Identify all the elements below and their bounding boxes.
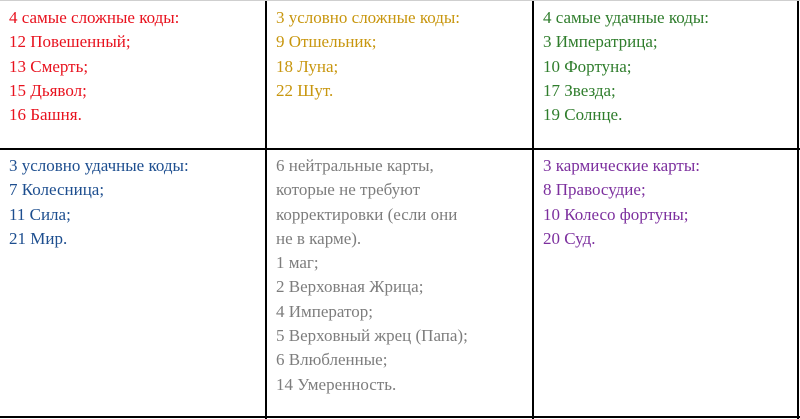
- cell-hardest-codes: [0, 2, 265, 127]
- list-item: 6 Влюбленные;: [276, 350, 388, 370]
- list-item: 15 Дьявол;: [9, 80, 87, 100]
- list-item: 16 Башня.: [9, 105, 82, 125]
- cell-title: 3 кармические карты:: [543, 156, 701, 175]
- cell-luckiest-codes: [534, 2, 797, 127]
- cell-title: 4 самые сложные коды:: [9, 8, 180, 27]
- list-item: 19 Солнце.: [543, 105, 623, 125]
- list-item: 9 Отшельник;: [276, 32, 377, 52]
- list-item: 10 Колесо фортуны;: [543, 204, 689, 224]
- cell-karmic-cards: [534, 150, 797, 251]
- list-item: 5 Верховный жрец (Папа);: [276, 326, 468, 346]
- list-item: 22 Шут.: [276, 80, 334, 100]
- list-item: 3 Императрица;: [543, 32, 658, 52]
- cell-title: 3 условно удачные коды:: [9, 156, 189, 175]
- list-item: 21 Мир.: [9, 228, 68, 248]
- list-item: 13 Смерть;: [9, 56, 89, 76]
- cell-neutral-cards: [267, 150, 532, 397]
- cell-title-line: корректировки (если они: [276, 204, 458, 224]
- list-item: 18 Луна;: [276, 56, 339, 76]
- table-right-border: [797, 1, 799, 419]
- list-item: 17 Звезда;: [543, 80, 616, 100]
- list-item: 2 Верховная Жрица;: [276, 277, 424, 297]
- cell-conditionally-hard-codes: [267, 2, 532, 103]
- cell-title: 3 условно сложные коды:: [276, 8, 461, 27]
- list-item: 20 Суд.: [543, 228, 596, 248]
- list-item: 11 Сила;: [9, 204, 71, 224]
- cell-title-line: не в карме).: [276, 228, 362, 248]
- list-item: 1 маг;: [276, 253, 319, 273]
- cell-conditionally-lucky-codes: [0, 150, 265, 251]
- cell-title: 4 самые удачные коды:: [543, 8, 710, 27]
- list-item: 10 Фортуна;: [543, 56, 632, 76]
- list-item: 8 Правосудие;: [543, 180, 646, 200]
- list-item: 4 Император;: [276, 301, 373, 321]
- list-item: 7 Колесница;: [9, 180, 105, 200]
- cell-title-line: которые не требуют: [276, 180, 421, 200]
- list-item: 12 Повешенный;: [9, 32, 131, 52]
- cell-title-line: 6 нейтральные карты,: [276, 156, 434, 175]
- list-item: 14 Умеренность.: [276, 374, 397, 394]
